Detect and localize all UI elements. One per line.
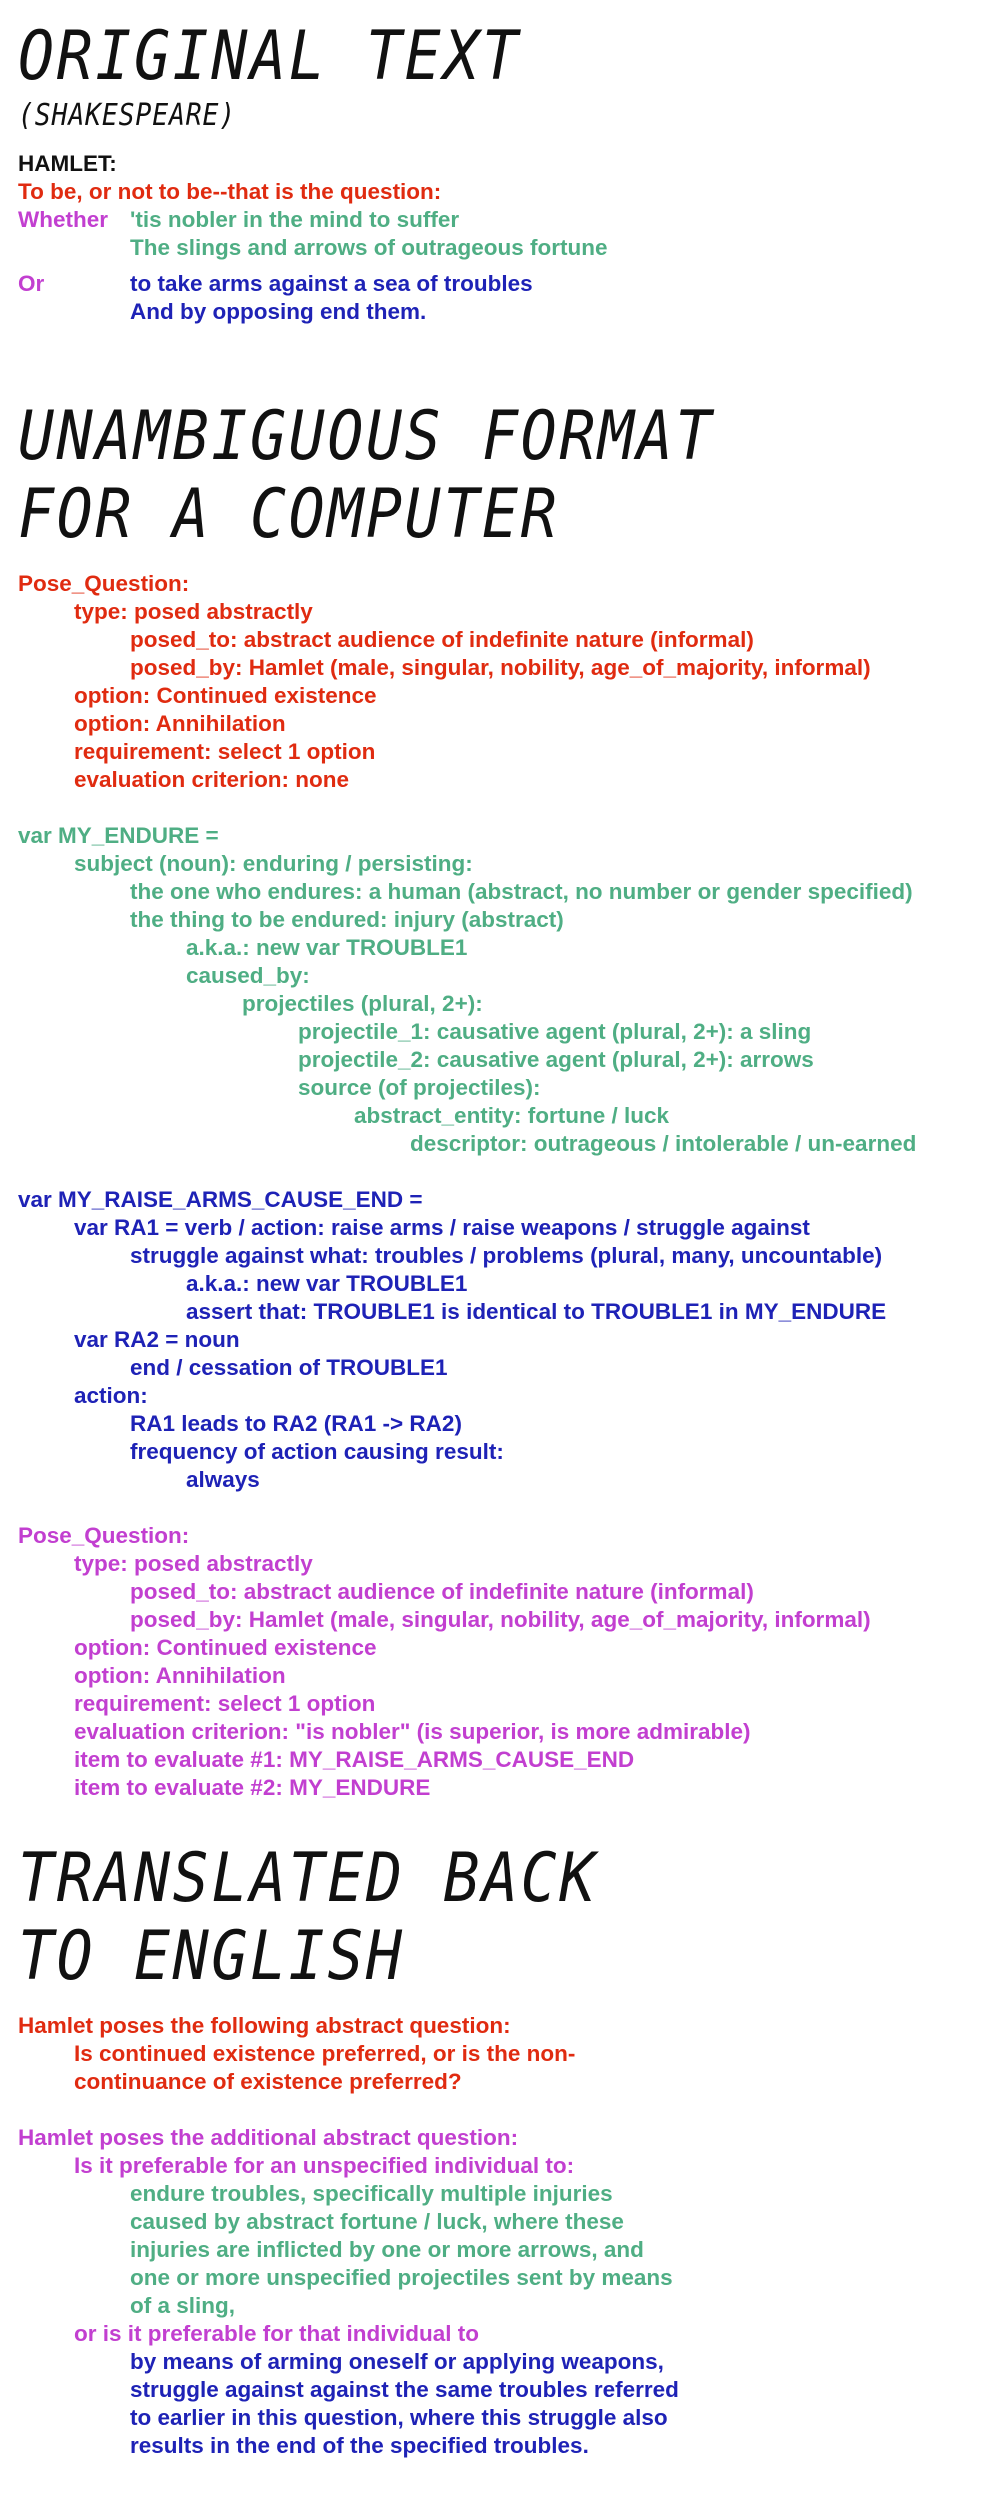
original-subtitle: (SHAKESPEARE) (18, 98, 237, 133)
text-line: endure troubles, specifically multiple injuries (130, 2181, 613, 2206)
text-line: caused by abstract fortune / luck, where these (130, 2209, 624, 2234)
document (18, 18, 968, 2460)
computer-section (18, 398, 968, 1802)
code-line: the thing to be endured: injury (abstract) (130, 907, 564, 932)
whether-line-2: The slings and arrows of outrageous fortune (130, 235, 608, 260)
code-line: a.k.a.: new var TROUBLE1 (186, 935, 468, 960)
text-line: to earlier in this question, where this struggle also (130, 2405, 668, 2430)
whether-label: Whether (18, 207, 108, 232)
code-line: evaluation criterion: "is nobler" (is superior, is more admirable) (74, 1719, 751, 1744)
text-line: Is it preferable for an unspecified individual to: (74, 2153, 575, 2178)
code-line: RA1 leads to RA2 (RA1 -> RA2) (130, 1411, 462, 1436)
code-line: item to evaluate #2: MY_ENDURE (74, 1775, 431, 1800)
code-line: subject (noun): enduring / persisting: (74, 851, 473, 876)
text-line: or is it preferable for that individual to (74, 2321, 480, 2346)
text-line: results in the end of the specified troubles. (130, 2433, 589, 2458)
code-line: abstract_entity: fortune / luck (354, 1103, 670, 1128)
code-line: source (of projectiles): (298, 1075, 541, 1100)
code-line: assert that: TROUBLE1 is identical to TROUBLE1 in MY_ENDURE (186, 1299, 887, 1324)
whether-block (18, 206, 968, 262)
text-line: Is continued existence preferred, or is the non- (74, 2041, 576, 2066)
text-line: by means of arming oneself or applying weapons, (130, 2349, 664, 2374)
text-line: of a sling, (130, 2293, 236, 2318)
code-line: option: Continued existence (74, 683, 377, 708)
code-line: posed_by: Hamlet (male, singular, nobility, age_of_majority, informal) (130, 1607, 871, 1632)
speaker-label: HAMLET: (18, 151, 117, 176)
text-line: continuance of existence preferred? (74, 2069, 462, 2094)
code-line: descriptor: outrageous / intolerable / un-earned (410, 1131, 917, 1156)
translated-paragraph-1 (18, 2012, 968, 2096)
code-line: posed_to: abstract audience of indefinite nature (informal) (130, 1579, 754, 1604)
original-title: ORIGINAL TEXT (18, 17, 521, 96)
code-line: Pose_Question: (18, 571, 190, 596)
code-line: always (186, 1467, 260, 1492)
text-line: struggle against against the same troubles referred (130, 2377, 679, 2402)
code-line: requirement: select 1 option (74, 739, 376, 764)
code-line: option: Annihilation (74, 1663, 286, 1688)
code-line: projectile_1: causative agent (plural, 2+): a sling (298, 1019, 812, 1044)
code-line: option: Continued existence (74, 1635, 377, 1660)
var-my-endure (18, 822, 968, 1158)
code-line: Pose_Question: (18, 1523, 190, 1548)
computer-title-line-1: UNAMBIGUOUS FORMAT (18, 397, 715, 476)
pose-question-1 (18, 570, 968, 794)
translated-title-line-2: TO ENGLISH (18, 1917, 405, 1996)
code-line: requirement: select 1 option (74, 1691, 376, 1716)
code-line: evaluation criterion: none (74, 767, 350, 792)
code-line: option: Annihilation (74, 711, 286, 736)
code-line: var MY_RAISE_ARMS_CAUSE_END = (18, 1187, 423, 1212)
text-line: injuries are inflicted by one or more arrows, and (130, 2237, 644, 2262)
or-block (18, 270, 968, 326)
pose-question-2 (18, 1522, 968, 1802)
code-line: frequency of action causing result: (130, 1439, 504, 1464)
code-line: posed_to: abstract audience of indefinite nature (informal) (130, 627, 754, 652)
or-label: Or (18, 271, 45, 296)
code-line: posed_by: Hamlet (male, singular, nobility, age_of_majority, informal) (130, 655, 871, 680)
text-line: one or more unspecified projectiles sent by means (130, 2265, 673, 2290)
code-line: type: posed abstractly (74, 1551, 313, 1576)
code-line: projectile_2: causative agent (plural, 2+): arrows (298, 1047, 814, 1072)
translated-paragraph-2 (18, 2124, 968, 2460)
code-line: var RA2 = noun (74, 1327, 240, 1352)
code-line: projectiles (plural, 2+): (242, 991, 483, 1016)
text-line: Hamlet poses the additional abstract question: (18, 2125, 519, 2150)
code-line: the one who endures: a human (abstract, no number or gender specified) (130, 879, 913, 904)
code-line: end / cessation of TROUBLE1 (130, 1355, 448, 1380)
computer-title-line-2: FOR A COMPUTER (18, 475, 560, 554)
code-line: type: posed abstractly (74, 599, 313, 624)
translated-title-line-1: TRANSLATED BACK (18, 1839, 599, 1918)
text-line: Hamlet poses the following abstract question: (18, 2013, 511, 2038)
code-line: var MY_ENDURE = (18, 823, 219, 848)
translated-section (18, 1840, 968, 2460)
or-line-2: And by opposing end them. (130, 299, 427, 324)
var-my-raise-arms-cause-end (18, 1186, 968, 1494)
or-line-1: to take arms against a sea of troubles (130, 271, 533, 296)
code-line: item to evaluate #1: MY_RAISE_ARMS_CAUSE_END (74, 1747, 635, 1772)
code-line: action: (74, 1383, 148, 1408)
code-line: var RA1 = verb / action: raise arms / raise weapons / struggle against (74, 1215, 810, 1240)
original-section (18, 18, 968, 326)
code-line: a.k.a.: new var TROUBLE1 (186, 1271, 468, 1296)
whether-line-1: 'tis nobler in the mind to suffer (130, 207, 460, 232)
code-line: struggle against what: troubles / problems (plural, many, uncountable) (130, 1243, 883, 1268)
code-line: caused_by: (186, 963, 310, 988)
original-line-1: To be, or not to be--that is the question: (18, 179, 442, 204)
